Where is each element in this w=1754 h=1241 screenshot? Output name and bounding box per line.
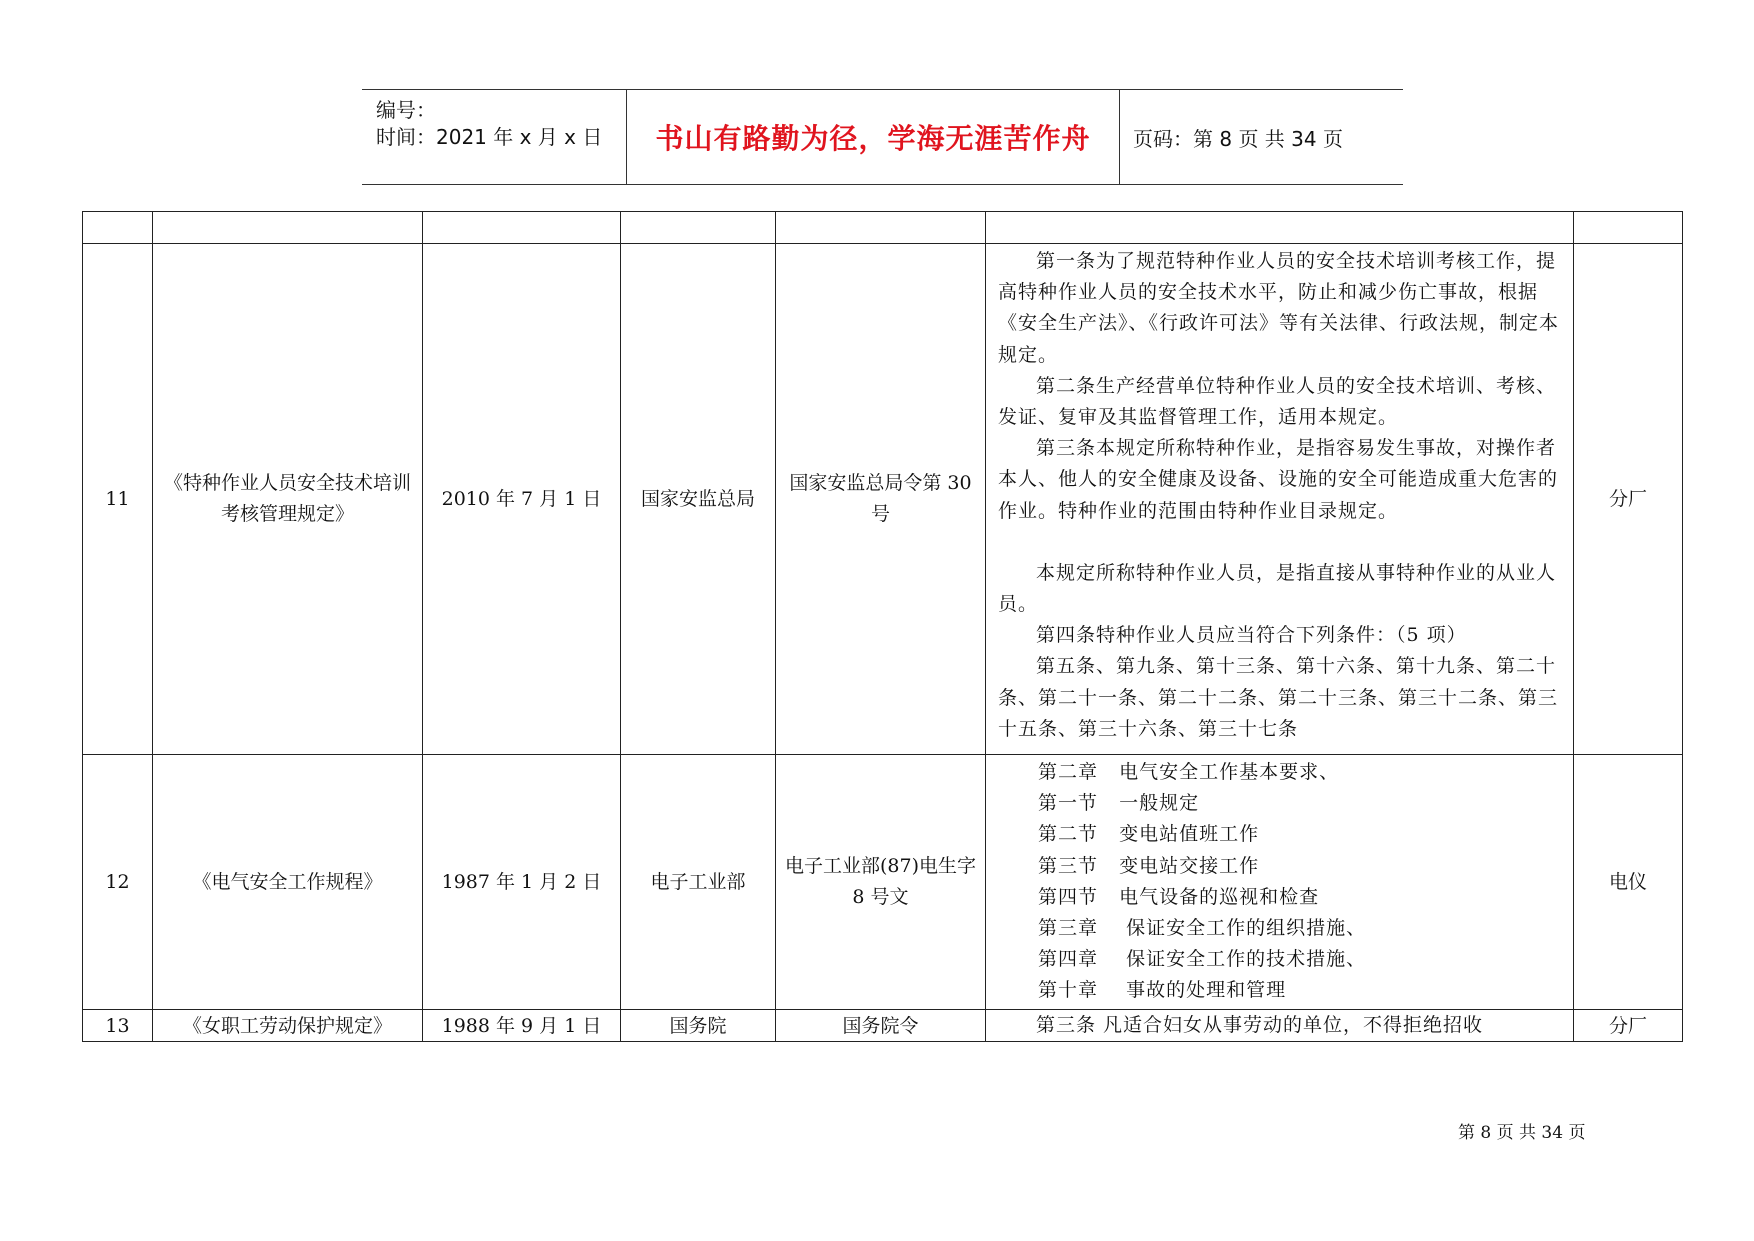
content-outline-item: 第二节 变电站值班工作 <box>1038 823 1260 846</box>
responsible-dept: 分厂 <box>1574 244 1683 755</box>
effective-date: 1987 年 1 月 2 日 <box>423 755 621 1010</box>
table-cell <box>986 212 1574 244</box>
document-code-label: 编号： <box>376 98 436 122</box>
content-outline-item: 第四节 电气设备的巡视和检查 <box>1038 885 1320 908</box>
content-outline-item: 第二章 电气安全工作基本要求、 <box>1038 761 1340 783</box>
issuing-authority: 国家安监总局 <box>621 244 776 755</box>
regulations-table <box>82 211 1683 1042</box>
table-cell <box>153 212 423 244</box>
content-paragraph: 第二条生产经营单位特种作业人员的安全技术培训、考核、发证、复审及其监督管理工作，适用本规定。 <box>998 374 1557 429</box>
regulation-content <box>986 755 1574 1010</box>
table-cell <box>1574 212 1683 244</box>
content-paragraph: 第四条特种作业人员应当符合下列条件：（5 项） <box>1036 624 1467 647</box>
header-page-cell <box>1119 90 1403 184</box>
issuing-authority: 电子工业部 <box>621 755 776 1010</box>
table-cell <box>83 212 153 244</box>
row-number: 12 <box>83 755 153 1010</box>
content-paragraph: 第一条为了规范特种作业人员的安全技术培训考核工作，提高特种作业人员的安全技术水平，防止和减少伤亡事故，根据《安全生产法》、《行政许可法》等有关法律、行政法规，制定本规定。 <box>998 250 1560 366</box>
regulation-content <box>986 1010 1574 1042</box>
content-outline-item: 第一节 一般规定 <box>1038 792 1200 815</box>
table-cell <box>423 212 621 244</box>
table-cell <box>621 212 776 244</box>
table-row <box>83 1010 1683 1042</box>
issuing-authority: 国务院 <box>621 1010 776 1042</box>
page-header <box>362 89 1403 185</box>
content-spacer <box>998 527 1565 558</box>
table-header-row <box>83 212 1683 244</box>
content-paragraph: 本规定所称特种作业人员，是指直接从事特种作业的从业人员。 <box>998 561 1557 616</box>
table-row <box>83 755 1683 1010</box>
regulation-title: 《电气安全工作规程》 <box>153 755 423 1010</box>
document-date-label: 时间：2021 年 x 月 x 日 <box>376 125 603 149</box>
responsible-dept: 电仪 <box>1574 755 1683 1010</box>
document-number: 国家安监总局令第 30 号 <box>776 244 986 755</box>
header-meta <box>362 90 626 184</box>
table-cell <box>776 212 986 244</box>
document-number: 电子工业部(87)电生字 8 号文 <box>776 755 986 1010</box>
regulation-title: 《特种作业人员安全技术培训考核管理规定》 <box>153 244 423 755</box>
content-paragraph: 第五条、第九条、第十三条、第十六条、第十九条、第二十条、第二十一条、第二十二条、第二十三条、第三十二条、第三十五条、第三十六条、第三十七条 <box>998 655 1559 740</box>
content-outline-item: 第三节 变电站交接工作 <box>1038 854 1260 877</box>
header-motto-cell <box>626 90 1120 184</box>
content-paragraph: 第三条 凡适合妇女从事劳动的单位，不得拒绝招收 <box>1036 1014 1484 1036</box>
regulation-content <box>986 244 1574 755</box>
responsible-dept: 分厂 <box>1574 1010 1683 1042</box>
effective-date: 2010 年 7 月 1 日 <box>423 244 621 755</box>
header-motto: 书山有路勤为径，学海无涯苦作舟 <box>655 122 1091 155</box>
effective-date: 1988 年 9 月 1 日 <box>423 1010 621 1042</box>
page-footer: 第 8 页 共 34 页 <box>1458 1123 1586 1143</box>
content-paragraph: 第三条本规定所称特种作业，是指容易发生事故，对操作者本人、他人的安全健康及设备、设施的安全可能造成重大危害的作业。特种作业的范围由特种作业目录规定。 <box>998 437 1559 522</box>
document-number: 国务院令 <box>776 1010 986 1042</box>
row-number: 11 <box>83 244 153 755</box>
content-outline-item: 第三章 保证安全工作的组织措施、 <box>1038 917 1367 940</box>
content-outline-item: 第四章 保证安全工作的技术措施、 <box>1038 948 1367 971</box>
table-row <box>83 244 1683 755</box>
row-number: 13 <box>83 1010 153 1042</box>
content-outline-item: 第十章 事故的处理和管理 <box>1038 979 1287 1002</box>
header-page-info: 页码：第 8 页 共 34 页 <box>1133 126 1343 151</box>
regulation-title: 《女职工劳动保护规定》 <box>153 1010 423 1042</box>
